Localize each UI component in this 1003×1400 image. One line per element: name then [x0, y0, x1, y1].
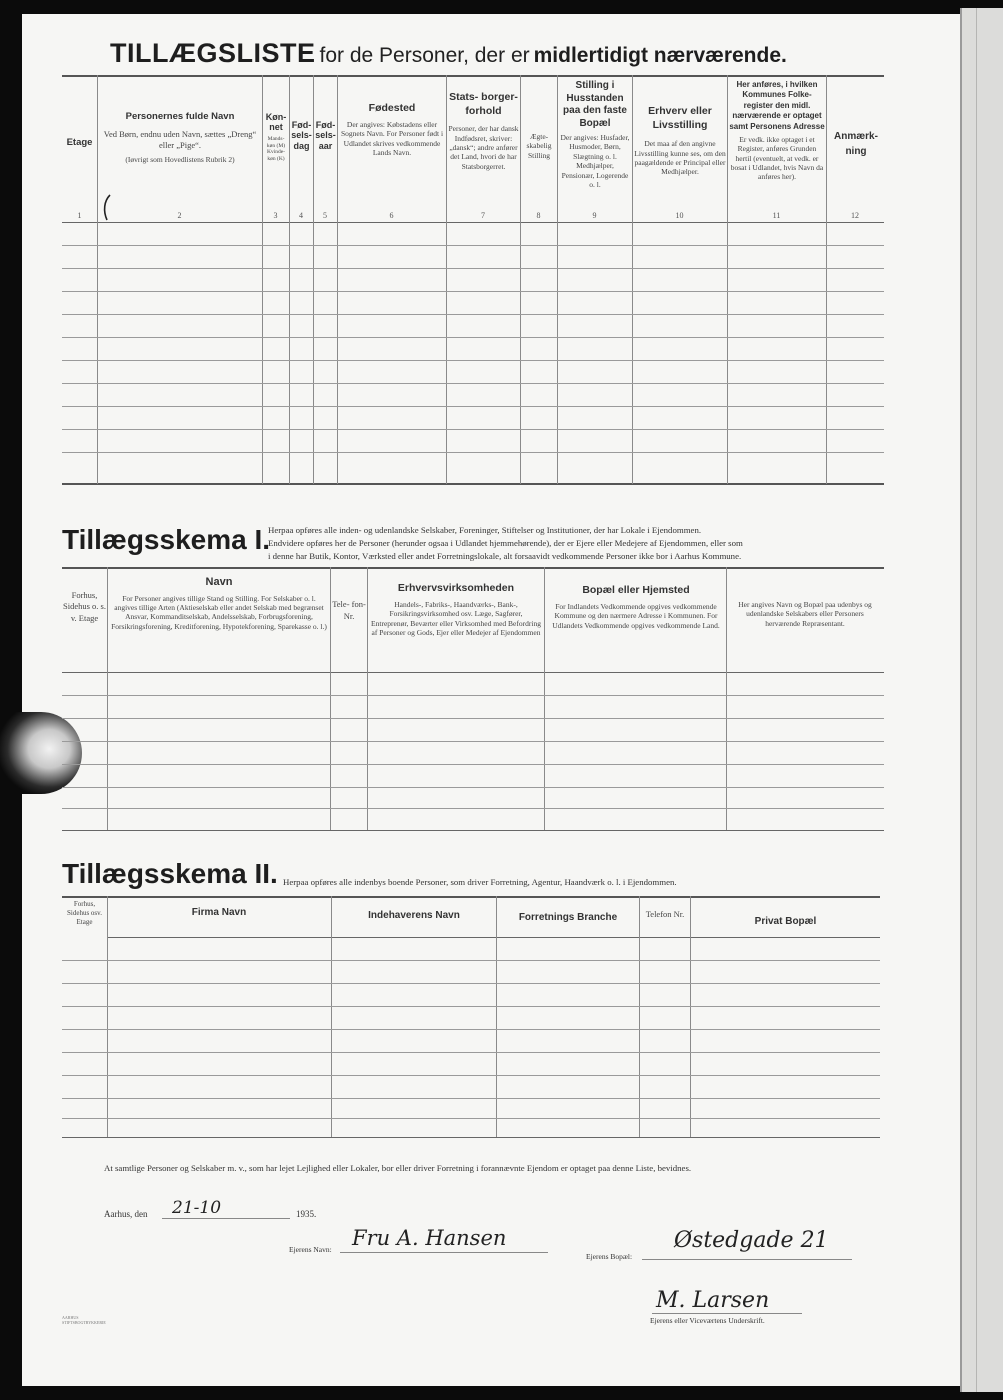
skema2-col-firma: Firma Navn	[191, 907, 247, 918]
col-number: 3	[273, 211, 278, 220]
declaration-text: At samtlige Personer og Selskaber m. v., som har lejet Lejlighed eller Lokaler, bor eller driver Forretning i forannævnte Ejendom er optaget paa denne Liste, bevidnes.	[104, 1163, 692, 1173]
skema2-row-line	[62, 1029, 880, 1030]
skema1-col-bopael-sub: For Indlandets Vedkommende opgives vedkommende Kommune og den nærmere Adresse i Kommunen. For Udlandets Vedkommende opgives vedkommende Land.	[552, 602, 720, 630]
skema2-row-line	[62, 960, 880, 961]
col-kommune-sub: Er vedk. ikke optaget i et Register, anføres Grunden hertil (eventuelt, at vedk. er bosat i Udlandet, hvis Navn da anføres her).	[730, 134, 824, 182]
skema1-row-line	[62, 787, 884, 788]
table1-col-divider	[632, 75, 633, 484]
table1-row-line	[62, 314, 884, 315]
col-number: 11	[772, 211, 781, 220]
col-koen-header	[263, 112, 289, 163]
skema2-row-line	[62, 1052, 880, 1053]
skema1-row-line	[62, 695, 884, 696]
skema1-desc-line: Endvidere opføres her de Personer (herunder ogsaa i Udlandet hjemmehørende), der er Ejere eller Medejere af Ejendommen, eller som	[268, 537, 743, 548]
skema1-row-line	[62, 718, 884, 719]
skema1-col-erhverv	[370, 582, 542, 638]
skema2-col-branche: Forretnings Branche	[518, 912, 618, 923]
owner-name-label: Ejerens Navn:	[289, 1245, 332, 1254]
col-stilling-header	[559, 80, 631, 189]
col-navn-sub2: (Iøvrigt som Hovedlistens Rubrik 2)	[125, 154, 235, 164]
col-erhverv-sub: Det maa af den angivne Livsstilling kunne ses, om den paagældende er Principal eller Medhjælper.	[634, 139, 726, 177]
skema2-row-line	[62, 1118, 880, 1119]
skema2-title: Tillægsskema II.	[62, 858, 278, 889]
skema1-desc-line: i denne har Butik, Kontor, Værksted eller andet Forretningslokale, alt forsaavidt vedkommende Personer ikke bor i Aarhus Kommune.	[268, 550, 742, 561]
col-number: 7	[481, 211, 485, 220]
owner-address-handwritten: Østedgade 21	[674, 1228, 829, 1253]
table1-header-rule	[62, 222, 884, 223]
printer-imprint: AARHUS STIFTSBOGTRYKKERIE	[62, 1315, 106, 1325]
skema1-col-divider	[107, 567, 108, 830]
signature-handwritten: M. Larsen	[656, 1288, 770, 1313]
skema2-top-rule	[62, 896, 880, 898]
skema1-col-navn-title: Navn	[205, 576, 233, 588]
col-erhverv-header	[634, 104, 726, 177]
skema2-col-divider	[107, 896, 108, 1137]
table1-row-line	[62, 429, 884, 430]
table1-bottom-rule	[62, 483, 884, 485]
col-navn-sub: Ved Børn, endnu uden Navn, sættes „Dreng“ eller „Pige“.	[103, 128, 257, 151]
table1-col-divider	[97, 75, 98, 484]
col-kommune-title: Her anføres, i hvilken Kommunes Folke- register den midl. nærværende er optaget samt Personens Adresse	[729, 80, 825, 131]
skema2-bottom-rule	[62, 1137, 880, 1138]
skema1-title: Tillægsskema I.	[62, 524, 271, 555]
col-number: 12	[851, 211, 859, 220]
col-number: 2	[177, 211, 182, 220]
date-line	[162, 1218, 290, 1219]
skema1-top-rule	[62, 567, 884, 569]
owner-address-line	[642, 1259, 852, 1260]
skema1-col-etage: Forhus, Sidehus o. s. v. Etage	[63, 590, 106, 623]
table1-col-divider	[337, 75, 338, 484]
skema1-col-erhverv-title: Erhvervsvirksomheden	[397, 582, 515, 594]
table1-col-divider	[826, 75, 827, 484]
skema1-row-line	[62, 808, 884, 809]
main-title	[110, 38, 870, 78]
col-foedselsdag-header: Fød- sels- dag	[291, 120, 312, 151]
skema1-col-erhverv-sub: Handels-, Fabriks-, Haandværks-, Bank-, Forsikringsvirksomhed osv. Læge, Sagfører, Entreprenør, Beværter eller Virksomhed med Befordring af Personer og Gods, Ejer eller Medejer af Ejendommen	[371, 600, 541, 638]
col-number: 10	[675, 211, 684, 220]
skema2-col-divider	[331, 896, 332, 1137]
col-number: 9	[592, 211, 597, 220]
skema2-header-rule	[107, 937, 880, 938]
skema1-bottom-rule	[62, 830, 884, 831]
table1-row-line	[62, 360, 884, 361]
place-label: Aarhus, den	[104, 1209, 148, 1219]
year-label: 1935.	[296, 1209, 317, 1219]
col-number: 5	[323, 211, 327, 220]
skema1-col-telefon: Tele- fon- Nr.	[332, 599, 366, 622]
skema1-header-rule	[62, 672, 884, 673]
main-title-bold: midlertidigt nærværende.	[533, 44, 787, 67]
col-navn-title: Personernes fulde Navn	[125, 111, 235, 122]
skema2-description: Herpaa opføres alle indenbys boende Personer, som driver Forretning, Agentur, Haandværk o. l. i Ejendommen.	[283, 877, 677, 887]
skema1-row-line	[62, 764, 884, 765]
col-statsborger-title: Stats- borger- forhold	[449, 91, 518, 118]
skema2-row-line	[62, 1075, 880, 1076]
pen-mark-icon	[100, 193, 114, 223]
col-navn-header	[99, 112, 261, 164]
col-koen-sub: Mands- køn (M) Kvinde- køn (K)	[266, 135, 286, 163]
owner-name-handwritten: Fru A. Hansen	[352, 1226, 507, 1250]
skema2-row-line	[62, 1006, 880, 1007]
col-kommune-header	[729, 80, 825, 182]
table1-top-rule	[62, 75, 884, 77]
binder-clip	[0, 712, 82, 794]
skema1-col-divider	[367, 567, 368, 830]
skema2-col-bopael: Privat Bopæl	[754, 916, 817, 927]
col-koen-title: Køn- net	[265, 112, 287, 133]
skema2-col-divider	[690, 896, 691, 1137]
skema2-col-divider	[496, 896, 497, 1137]
col-erhverv-title: Erhverv eller Livsstilling	[648, 105, 712, 132]
col-number: 6	[389, 211, 394, 220]
table1-col-divider	[557, 75, 558, 484]
signature-label: Ejerens eller Viceværtens Underskrift.	[650, 1316, 765, 1325]
skema2-col-divider	[639, 896, 640, 1137]
main-title-word: TILLÆGSLISTE	[110, 38, 316, 68]
col-foedested-sub: Der angives: Købstadens eller Sognets Navn. For Personer født i Udlandet skrives vedkommende Lands Navn.	[340, 120, 444, 158]
skema1-desc-line: Herpaa opføres alle inden- og udenlandske Selskaber, Foreninger, Stiftelser og Institutioner, der har Lokale i Ejendommen.	[268, 525, 702, 535]
col-foedested-header	[340, 102, 444, 158]
owner-address-label: Ejerens Bopæl:	[586, 1252, 633, 1261]
col-statsborger-sub: Personer, der har dansk Indfødsret, skriver: „dansk“; andre anfører det Land, hvori de har Statsborgerret.	[448, 124, 519, 171]
col-anmaerkning-header: Anmærk- ning	[834, 131, 878, 157]
owner-name-line	[340, 1252, 548, 1253]
skema1-col-bopael-title: Bopæl eller Hjemsted	[582, 584, 690, 596]
table1-row-line	[62, 268, 884, 269]
skema1-col-bopael	[547, 584, 725, 630]
skema1-col-divider	[726, 567, 727, 830]
skema1-row-line	[62, 741, 884, 742]
col-foedselsaar-header: Fød- sels- aar	[315, 120, 336, 151]
table1-col-divider	[727, 75, 728, 484]
col-number: 4	[299, 211, 303, 220]
table1-row-line	[62, 337, 884, 338]
table1-row-line	[62, 245, 884, 246]
col-number: 8	[536, 211, 541, 220]
signature-line	[652, 1313, 802, 1314]
col-foedested-title: Fødested	[368, 102, 416, 114]
skema2-row-line	[62, 983, 880, 984]
col-number: 1	[77, 211, 82, 220]
skema1-col-navn	[110, 576, 328, 631]
skema2-col-indehaver: Indehaverens Navn	[368, 910, 460, 921]
table1-row-line	[62, 291, 884, 292]
skema1-description	[268, 524, 888, 562]
col-aegteskab-header: Ægte- skabelig Stilling	[526, 132, 552, 160]
main-title-rest: for de Personer, der er	[319, 44, 530, 67]
date-handwritten: 21-10	[172, 1198, 222, 1218]
table1-col-divider	[446, 75, 447, 484]
col-stilling-sub: Der angives: Husfader, Husmoder, Børn, Slægtning o. l. Medhjælper, Pensionær, Logerende o. l.	[560, 133, 630, 189]
table1-row-line	[62, 383, 884, 384]
table1-row-line	[62, 406, 884, 407]
col-statsborger-header	[448, 90, 519, 171]
skema1-col-divider	[544, 567, 545, 830]
skema1-col-navn-sub: For Personer angives tillige Stand og Stilling. For Selskaber o. l. angives tillige Arten (Aktieselskab eller andet Selskab med begrænset Ansvar, Kommanditselskab, Andelsselskab, Forbrugsforening, Forsikringsforening, Kreditforening, Hypotekforening, Sparekasse o. l.)	[111, 593, 327, 631]
col-etage-header: Etage	[66, 137, 93, 148]
skema2-col-etage: Forhus, Sidehus osv. Etage	[67, 900, 102, 927]
table1-row-line	[62, 452, 884, 453]
skema2-row-line	[62, 1098, 880, 1099]
col-stilling-title: Stilling i Husstanden paa den faste Bopæl	[563, 80, 627, 129]
next-page-edge	[960, 8, 1003, 1392]
skema1-col-repraesentant: Her angives Navn og Bopæl paa udenbys og udenlandske Selskabers eller Personers herværende Repræsentant.	[738, 600, 872, 628]
skema2-col-telefon: Telefon Nr.	[645, 909, 685, 919]
